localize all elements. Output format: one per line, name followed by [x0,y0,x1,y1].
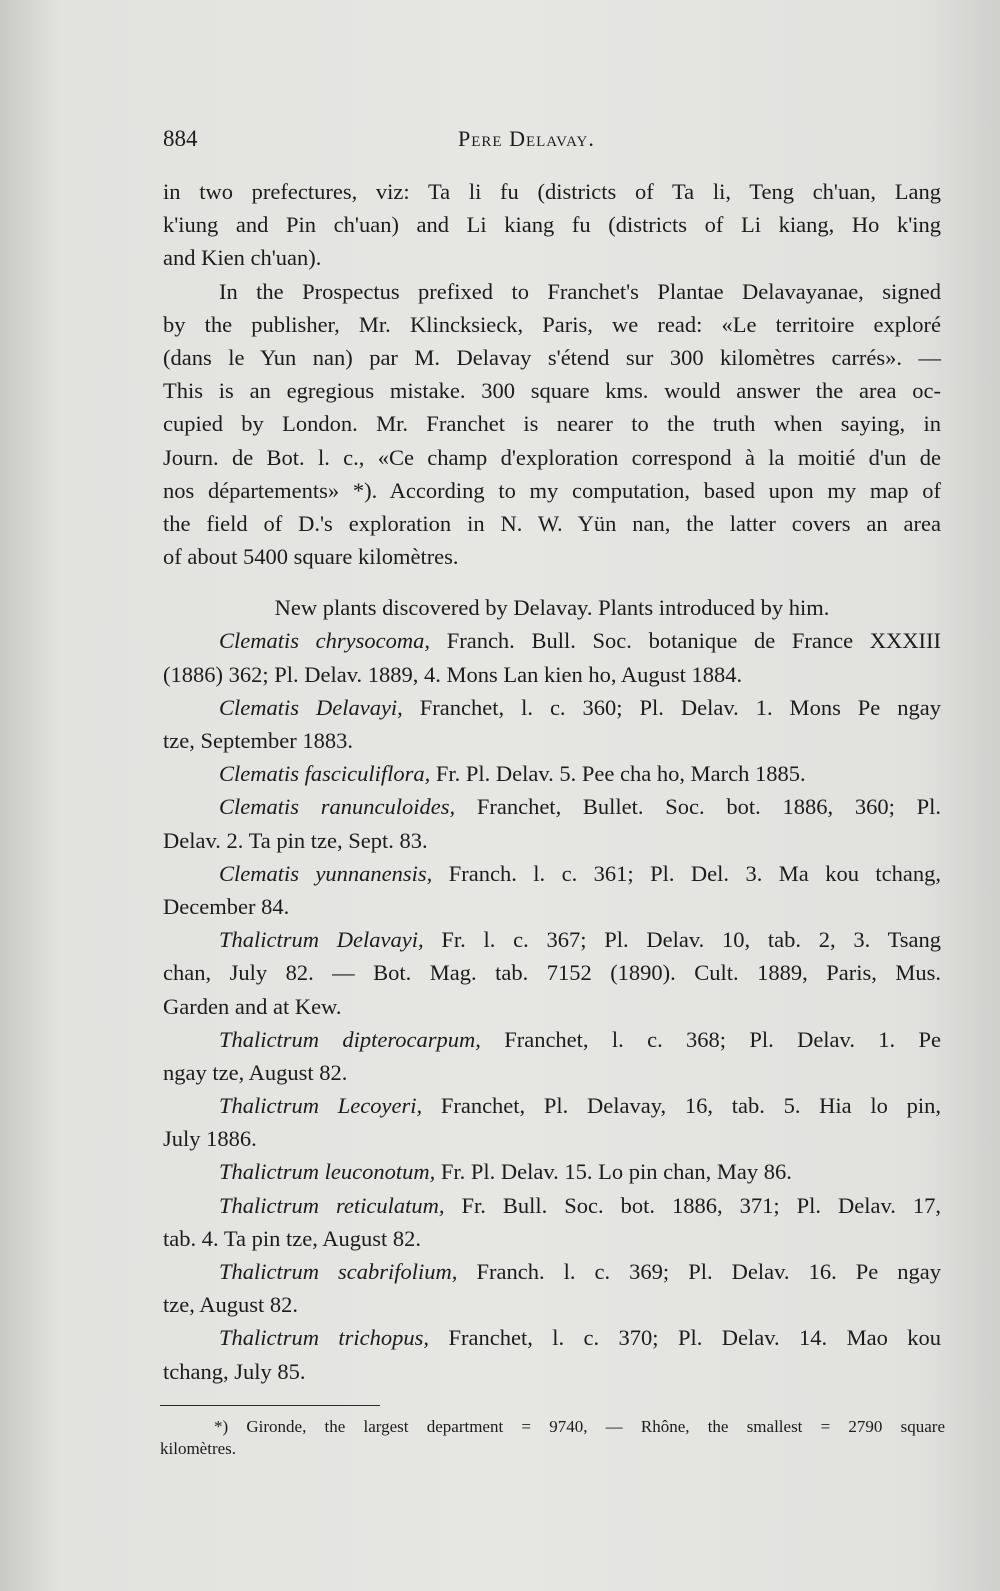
text-line: and Kien ch'uan). [163,245,322,271]
species-name: Thalictrum dipterocarpum, [219,1026,481,1052]
entry-text: Franch. l. c. 361; Pl. Del. 3. Ma kou tchang, [432,860,941,886]
page-number: 884 [163,126,198,151]
species-name: Thalictrum trichopus, [219,1325,430,1351]
species-entry [163,857,941,923]
text-line: Delav. 2. Ta pin tze, Sept. 83. [163,827,428,853]
text-line: cupied by London. Mr. Franchet is nearer to the truth when saying, in [163,411,941,437]
text-line: tab. 4. Ta pin tze, August 82. [163,1225,421,1251]
species-entry [163,790,941,856]
text-line: tchang, July 85. [163,1358,306,1384]
species-name: Clematis ranunculoides, [219,794,456,820]
entry-text: Fr. Bull. Soc. bot. 1886, 371; Pl. Delav. 17, [444,1192,941,1218]
species-entry [163,1255,941,1321]
text-line: tze, August 82. [163,1292,298,1318]
footnote [160,1416,945,1460]
text-line: July 1886. [163,1126,257,1152]
footnote-line: kilomètres. [160,1439,237,1458]
text-line: In the Prospectus prefixed to Franchet's Plantae Delavayanae, signed [219,278,941,304]
entry-text: Franchet, l. c. 360; Pl. Delav. 1. Mons Pe ngay [402,694,941,720]
species-entry [163,757,941,790]
text-line: tze, September 1883. [163,728,353,753]
page-header [163,126,943,156]
paragraph [163,275,941,574]
species-name: Clematis Delavayi, [219,694,403,720]
text-line: by the publisher, Mr. Klincksieck, Paris, we read: «Le territoire exploré [163,311,941,337]
text-line: the field of D.'s exploration in N. W. Yün nan, the latter covers an area [163,510,941,536]
entry-text: Fr. Pl. Delav. 5. Pee cha ho, March 1885. [430,761,806,787]
footnote-line: *) Gironde, the largest department = 9740, — Rhône, the smallest = 2790 square [214,1417,945,1436]
species-entry [163,1321,941,1387]
species-entry [163,1023,941,1089]
species-name: Clematis chrysocoma, [219,628,431,654]
paragraph [163,175,941,275]
species-entry [163,624,941,690]
species-entry [163,1189,941,1255]
text-line: Journ. de Bot. l. c., «Ce champ d'exploration correspond à la moitié d'un de [163,444,941,470]
body-text [163,175,941,1388]
text-line: Garden and at Kew. [163,993,342,1019]
species-name: Thalictrum Lecoyeri, [219,1093,423,1119]
text-line: ngay tze, August 82. [163,1059,348,1085]
species-entry [163,1155,941,1188]
text-line: (1886) 362; Pl. Delav. 1889, 4. Mons Lan kien ho, August 1884. [163,661,743,687]
species-name: Clematis yunnanensis, [219,860,433,886]
species-name: Thalictrum reticulatum, [219,1192,445,1218]
species-name: Thalictrum leuconotum, [219,1159,436,1185]
entry-text: Fr. Pl. Delav. 15. Lo pin chan, May 86. [435,1159,792,1185]
entry-text: Franchet, Bullet. Soc. bot. 1886, 360; Pl. [455,794,941,820]
entry-text: Franchet, l. c. 370; Pl. Delav. 14. Mao kou [429,1325,942,1351]
species-name: Clematis fasciculiflora, [219,761,431,787]
species-name: Thalictrum scabrifolium, [219,1259,458,1284]
entry-text: Franch. l. c. 369; Pl. Delav. 16. Pe ngay [457,1259,942,1284]
entry-text: Franch. Bull. Soc. botanique de France XXXIII [430,628,941,654]
section-heading: New plants discovered by Delavay. Plants introduced by him. [274,595,830,621]
text-line: in two prefectures, viz: Ta li fu (districts of Ta li, Teng ch'uan, Lang [163,179,941,204]
text-line: (dans le Yun nan) par M. Delavay s'étend sur 300 kilomètres carrés». — [163,344,941,370]
entry-text: Franchet, Pl. Delavay, 16, tab. 5. Hia lo pin, [422,1093,941,1119]
entry-text: Fr. l. c. 367; Pl. Delav. 10, tab. 2, 3. Tsang [423,927,941,953]
species-name: Thalictrum Delavayi, [219,927,424,953]
footnote-rule [160,1405,380,1406]
species-entry [163,1089,941,1155]
text-line: k'iung and Pin ch'uan) and Li kiang fu (districts of Li kiang, Ho k'ing [163,212,941,238]
text-line: December 84. [163,893,290,919]
entry-text: Franchet, l. c. 368; Pl. Delav. 1. Pe [480,1026,941,1052]
running-head: Pere Delavay. [458,126,595,151]
species-entry [163,923,941,1023]
text-line: This is an egregious mistake. 300 square kms. would answer the area oc- [163,378,941,404]
species-entry [163,691,941,757]
text-line: of about 5400 square kilomètres. [163,544,459,570]
text-line: nos départements» *). According to my computation, based upon my map of [163,477,941,503]
text-line: chan, July 82. — Bot. Mag. tab. 7152 (1890). Cult. 1889, Paris, Mus. [163,960,941,986]
